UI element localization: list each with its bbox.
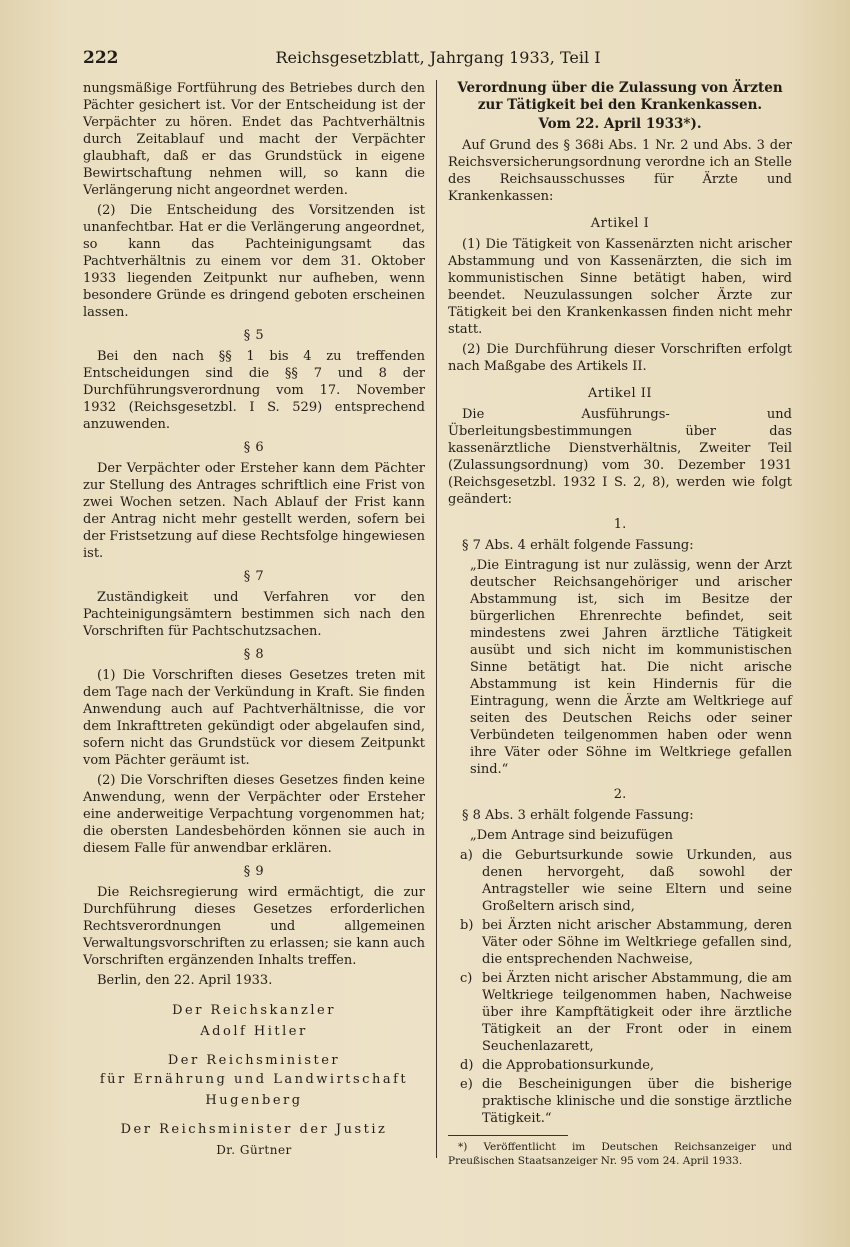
column-divider xyxy=(436,80,437,1158)
right-column xyxy=(448,80,792,1168)
list-text: die Approbationsurkunde, xyxy=(482,1058,655,1073)
list-marker: d) xyxy=(460,1058,474,1073)
running-title: Reichsgesetzblatt, Jahrgang 1933, Teil I xyxy=(275,48,601,67)
section-heading: § 9 xyxy=(243,864,265,879)
signatory-title: für Ernährung und Landwirtschaft xyxy=(99,1072,409,1087)
list-item xyxy=(460,1076,792,1127)
paragraph: (1) Die Vorschriften dieses Gesetzes treten mit dem Tage nach der Verkündung in Kraft. Sie finden Anwendung auch auf Pachtverhältnisse, die vor dem Inkrafttreten gekündigt oder abgelaufen sind, sofern nicht das Grundstück vor diesem Zeitpunkt vom Pächter geräumt ist. xyxy=(83,668,425,768)
list-text: bei Ärzten nicht arischer Abstammung, deren Väter oder Söhne im Weltkriege gefallen sind, die entsprechenden Nachweise, xyxy=(482,918,792,967)
article-heading: Artikel II xyxy=(587,386,653,401)
section-heading: § 7 xyxy=(243,569,265,584)
item-number: 2. xyxy=(613,787,627,802)
requirement-list xyxy=(460,847,792,1127)
paragraph: Bei den nach §§ 1 bis 4 zu treffenden Entscheidungen sind die §§ 7 und 8 der Durchführungsverordnung vom 17. November 1932 (Reichsgesetzbl. I S. 529) entsprechend anzuwenden. xyxy=(83,349,425,432)
list-item xyxy=(460,847,792,915)
signatory-name: Hugenberg xyxy=(205,1093,303,1108)
amendment-intro: § 7 Abs. 4 erhält folgende Fassung: xyxy=(462,538,694,553)
list-marker: b) xyxy=(460,918,474,933)
paragraph: Die Ausführungs- und Überleitungsbestimmungen über das kassenärztliche Dienstverhältnis, Zweiter Teil (Zulassungsordnung) vom 30. Dezember 1931 (Reichsgesetzbl. 1932 I S. 2, 8), werden wie folgt geändert: xyxy=(448,407,792,507)
paragraph: (2) Die Entscheidung des Vorsitzenden ist unanfechtbar. Hat er die Verlängerung angeordnet, so kann das Pachteinigungsamt das Pachtverhältnis zu einem vor dem 31. Oktober 1933 liegenden Zeitpunkt nur aufheben, wenn besondere Gründe es dringend geboten erscheinen lassen. xyxy=(83,203,425,320)
signatory-name: Dr. Gürtner xyxy=(216,1143,292,1157)
signatory-title: Der Reichsminister xyxy=(167,1053,341,1068)
footnote-rule xyxy=(448,1135,568,1136)
section-heading: § 8 xyxy=(243,647,265,662)
paragraph: (2) Die Durchführung dieser Vorschriften erfolgt nach Maßgabe des Artikels II. xyxy=(448,342,792,374)
list-item xyxy=(460,970,792,1055)
paragraph: (2) Die Vorschriften dieses Gesetzes finden keine Anwendung, wenn der Verpächter oder Ersteher eine anderweitige Verpachtung vorgenommen hat; die obersten Landesbehörden können sie auch in diesem Falle für anwendbar erklären. xyxy=(83,773,425,856)
ordinance-date: Vom 22. April 1933*). xyxy=(538,116,702,132)
quote-text: „Die Eintragung ist nur zulässig, wenn der Arzt deutscher Reichsangehöriger und arischer Abstammung ist, sich im Besitze der bürgerlichen Ehrenrechte befindet, seit mindestens zwei Jahren ärztliche Tätigkeit ausübt und sich nicht im kommunistischen Sinne betätigt hat. Die nicht arische Abstammung ist kein Hindernis für die Eintragung, wenn die Ärzte am Weltkriege auf seiten des Deutschen Reichs oder seiner Verbündeten teilgenommen haben oder wenn ihre Väter oder Söhne im Weltkriege gefallen sind.“ xyxy=(470,558,792,777)
paragraph: Die Reichsregierung wird ermächtigt, die zur Durchführung dieses Gesetzes erforderlichen Rechtsverordnungen und allgemeinen Verwaltungsvorschriften zu erlassen; sie kann auch Vorschriften ergänzenden Inhalts treffen. xyxy=(83,885,425,968)
item-number: 1. xyxy=(613,517,627,532)
list-text: bei Ärzten nicht arischer Abstammung, die am Weltkriege teilgenommen haben, Nachweise über ihre Kampftätigkeit oder ihre ärztliche Tätigkeit an der Front oder in einem Seuchenlazarett, xyxy=(482,971,792,1054)
signatory-title: Der Reichskanzler xyxy=(172,1003,336,1018)
paragraph: (1) Die Tätigkeit von Kassenärzten nicht arischer Abstammung und von Kassenärzten, die sich im kommunistischen Sinne betätigt haben, wird beendet. Neuzulassungen solcher Ärzte zur Tätigkeit bei den Krankenkassen finden nicht mehr statt. xyxy=(448,237,792,337)
page-number: 222 xyxy=(83,48,119,68)
amendment-quote xyxy=(448,557,792,778)
amendment-intro: § 8 Abs. 3 erhält folgende Fassung: xyxy=(462,808,694,823)
signatory-title: Der Reichsminister der Justiz xyxy=(120,1122,388,1137)
list-text: die Geburtsurkunde sowie Urkunden, aus denen hervorgeht, daß sowohl der Antragsteller wie seine Eltern und seine Großeltern arisch sind, xyxy=(482,848,792,914)
section-heading: § 5 xyxy=(243,328,265,343)
date-line: Berlin, den 22. April 1933. xyxy=(97,973,273,988)
list-marker: a) xyxy=(460,848,473,863)
left-column xyxy=(83,80,425,1165)
paragraph: nungsmäßige Fortführung des Betriebes durch den Pächter gesichert ist. Vor der Entscheidung ist der Verpächter zu hören. Endet das Pachtverhältnis durch Zeitablauf und macht der Verpächter glaubhaft, daß er das Grundstück in eigene Bewirtschaftung nehmen will, so kann die Verlängerung nicht angeordnet werden. xyxy=(83,81,425,198)
preamble: Auf Grund des § 368i Abs. 1 Nr. 2 und Abs. 3 der Reichsversicherungsordnung verordne ich an Stelle des Reichsausschusses für Ärzte und Krankenkassen: xyxy=(448,138,792,204)
list-marker: c) xyxy=(460,971,473,986)
footnote: *) Veröffentlicht im Deutschen Reichsanzeiger und Preußischen Staatsanzeiger Nr. 95 vom 24. April 1933. xyxy=(448,1141,792,1167)
list-text: die Bescheinigungen über die bisherige praktische klinische und die sonstige ärztliche Tätigkeit.“ xyxy=(482,1077,792,1126)
amendment-quote xyxy=(448,827,792,1127)
ordinance-title: Verordnung über die Zulassung von Ärzten zur Tätigkeit bei den Krankenkassen. xyxy=(457,80,783,113)
paragraph: Der Verpächter oder Ersteher kann dem Pächter zur Stellung des Antrages schriftlich eine Frist von zwei Wochen setzen. Nach Ablauf der Frist kann der Antrag nicht mehr gestellt werden, sofern bei der Fristsetzung auf diese Rechtsfolge hingewiesen ist. xyxy=(83,461,425,561)
article-heading: Artikel I xyxy=(590,216,650,231)
section-heading: § 6 xyxy=(243,440,265,455)
signatory-name: Adolf Hitler xyxy=(200,1024,308,1039)
list-item xyxy=(460,1057,792,1074)
list-item xyxy=(460,917,792,968)
quote-lead: „Dem Antrage sind beizufügen xyxy=(470,828,674,843)
list-marker: e) xyxy=(460,1077,473,1092)
page-header xyxy=(83,48,793,72)
paragraph: Zuständigkeit und Verfahren vor den Pachteinigungsämtern bestimmen sich nach den Vorschriften für Pachtschutzsachen. xyxy=(83,590,425,639)
